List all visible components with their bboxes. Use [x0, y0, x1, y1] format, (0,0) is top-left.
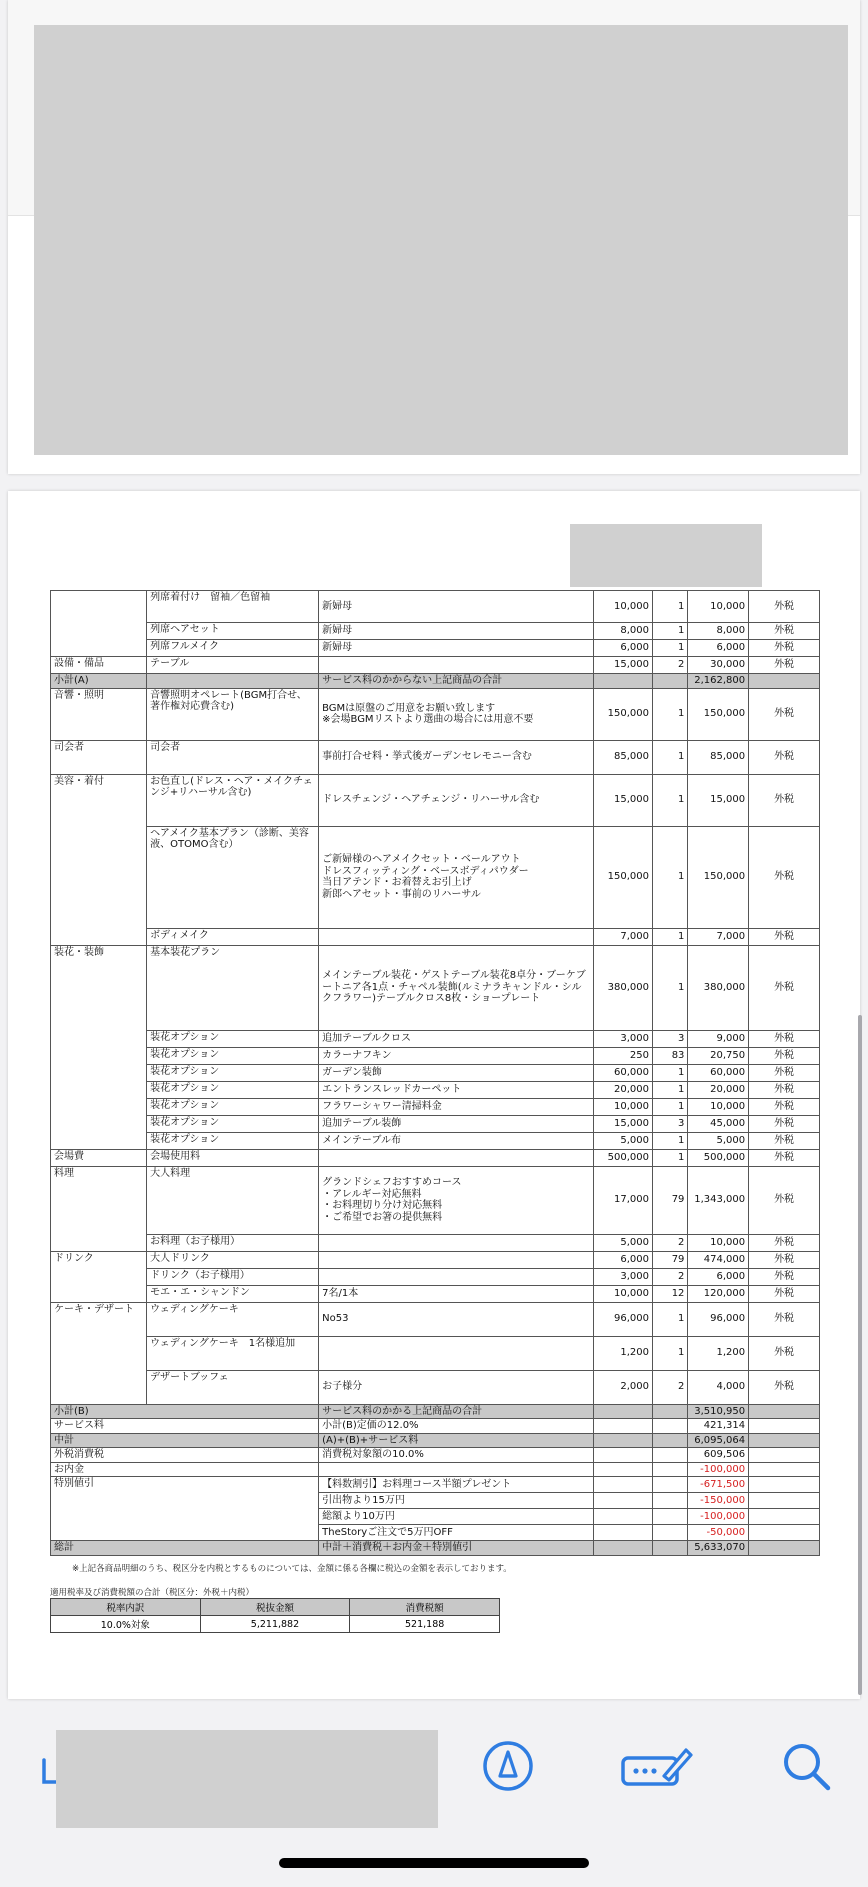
summary-label-cell: 小計(B) — [51, 1404, 319, 1419]
amount-cell: 9,000 — [688, 1030, 749, 1047]
summary-label-cell: 外税消費税 — [51, 1448, 319, 1463]
table-row — [51, 1166, 820, 1234]
quantity-cell: 1 — [653, 640, 688, 657]
amount-cell: 6,000 — [688, 1268, 749, 1285]
unit-price-cell: 8,000 — [594, 623, 653, 640]
amount-cell: 10,000 — [688, 1234, 749, 1251]
quantity-cell: 1 — [653, 945, 688, 1030]
amount-cell: 8,000 — [688, 623, 749, 640]
summary-amount-cell: -150,000 — [688, 1493, 749, 1509]
summary-amount-cell: 421,314 — [688, 1419, 749, 1434]
table-row — [51, 640, 820, 657]
table-row — [51, 1149, 820, 1166]
tax-type-cell: 外税 — [749, 1234, 820, 1251]
summary-row — [51, 1477, 820, 1493]
empty-cell — [749, 1541, 820, 1556]
summary-amount-cell: 5,633,070 — [688, 1541, 749, 1556]
category-cell: ドリンク — [51, 1251, 147, 1302]
empty-cell — [594, 1404, 653, 1419]
item-cell: 装花オプション — [147, 1115, 319, 1132]
category-cell: 会場費 — [51, 1149, 147, 1166]
tax-type-cell: 外税 — [749, 740, 820, 774]
unit-price-cell: 17,000 — [594, 1166, 653, 1234]
unit-price-cell: 7,000 — [594, 928, 653, 945]
description-cell: ガーデン装飾 — [319, 1064, 594, 1081]
quantity-cell: 1 — [653, 1081, 688, 1098]
empty-cell — [594, 1462, 653, 1477]
category-cell — [51, 591, 147, 657]
item-cell: お色直し(ドレス・ヘア・メイクチェンジ+リハーサル含む) — [147, 774, 319, 826]
unit-price-cell: 5,000 — [594, 1234, 653, 1251]
tax-header: 税率内訳 — [51, 1599, 201, 1616]
description-cell: カラーナフキン — [319, 1047, 594, 1064]
invoice-table — [50, 590, 820, 1556]
description-cell: ドレスチェンジ・ヘアチェンジ・リハーサル含む — [319, 774, 594, 826]
amount-cell: 380,000 — [688, 945, 749, 1030]
item-cell: テーブル — [147, 657, 319, 674]
empty-cell — [653, 1477, 688, 1493]
tax-type-cell: 外税 — [749, 1370, 820, 1404]
description-cell: グランドシェフおすすめコース ・アレルギー対応無料 ・お料理切り分け対応無料 ・ご希望でお箸の提供無料 — [319, 1166, 594, 1234]
empty-cell — [653, 1525, 688, 1541]
amount-cell: 20,000 — [688, 1081, 749, 1098]
summary-label-cell: 中計 — [51, 1433, 319, 1448]
amount-cell: 150,000 — [688, 826, 749, 928]
empty-cell — [653, 1541, 688, 1556]
table-row — [51, 945, 820, 1030]
tax-type-cell: 外税 — [749, 945, 820, 1030]
empty-cell — [653, 1448, 688, 1463]
tax-type-cell: 外税 — [749, 688, 820, 740]
quantity-cell: 79 — [653, 1251, 688, 1268]
summary-row — [51, 1541, 820, 1556]
description-cell: 追加テーブルクロス — [319, 1030, 594, 1047]
category-cell: 設備・備品 — [51, 657, 147, 674]
summary-row — [51, 1448, 820, 1463]
quantity-cell: 83 — [653, 1047, 688, 1064]
amount-cell: 60,000 — [688, 1064, 749, 1081]
quantity-cell: 79 — [653, 1166, 688, 1234]
item-cell: ウェディングケーキ — [147, 1302, 319, 1336]
tax-type-cell: 外税 — [749, 623, 820, 640]
quantity-cell: 2 — [653, 1370, 688, 1404]
item-cell: 装花オプション — [147, 1064, 319, 1081]
description-cell: フラワーシャワー清掃料金 — [319, 1098, 594, 1115]
tax-type-cell — [749, 674, 820, 689]
summary-description-cell: TheStoryご注文で5万円OFF — [319, 1525, 594, 1541]
empty-cell — [653, 1404, 688, 1419]
tax-type-cell: 外税 — [749, 1064, 820, 1081]
unit-price-cell: 10,000 — [594, 1098, 653, 1115]
summary-amount-cell: 609,506 — [688, 1448, 749, 1463]
unit-price-cell: 250 — [594, 1047, 653, 1064]
tax-summary-table — [50, 1598, 500, 1633]
description-cell — [319, 1149, 594, 1166]
summary-description-cell: 総額より10万円 — [319, 1509, 594, 1525]
amount-cell: 474,000 — [688, 1251, 749, 1268]
quantity-cell: 1 — [653, 1098, 688, 1115]
home-indicator[interactable] — [279, 1858, 589, 1868]
item-cell: ドリンク（お子様用） — [147, 1268, 319, 1285]
empty-cell — [749, 1525, 820, 1541]
amount-cell: 150,000 — [688, 688, 749, 740]
document-page-1 — [8, 0, 860, 474]
amount-cell: 10,000 — [688, 591, 749, 623]
tax-type-cell: 外税 — [749, 1251, 820, 1268]
description-cell: メインテーブル装花・ゲストテーブル装花8卓分・ブーケブートニア各1点・チャペル装飾(ルミナラキャンドル・シルクフラワー)テーブルクロス8枚・ショープレート — [319, 945, 594, 1030]
tax-type-cell: 外税 — [749, 1030, 820, 1047]
empty-cell — [749, 1448, 820, 1463]
table-row — [51, 1098, 820, 1115]
empty-cell — [594, 1419, 653, 1434]
tax-type-cell: 外税 — [749, 1302, 820, 1336]
tax-type-cell: 外税 — [749, 1132, 820, 1149]
unit-price-cell — [594, 674, 653, 689]
description-cell: 7名/1本 — [319, 1285, 594, 1302]
table-row — [51, 826, 820, 928]
tax-cell: 5,211,882 — [200, 1616, 350, 1633]
amount-cell: 4,000 — [688, 1370, 749, 1404]
empty-cell — [594, 1477, 653, 1493]
item-cell: ウェディングケーキ 1名様追加 — [147, 1336, 319, 1370]
table-row — [51, 591, 820, 623]
summary-label-cell: 特別値引 — [51, 1477, 319, 1541]
summary-description-cell — [319, 1462, 594, 1477]
item-cell: 装花オプション — [147, 1081, 319, 1098]
summary-label-cell: 総計 — [51, 1541, 319, 1556]
quantity-cell: 1 — [653, 1336, 688, 1370]
tax-type-cell: 外税 — [749, 928, 820, 945]
amount-cell: 6,000 — [688, 640, 749, 657]
tax-type-cell: 外税 — [749, 657, 820, 674]
tax-type-cell: 外税 — [749, 826, 820, 928]
unit-price-cell: 3,000 — [594, 1030, 653, 1047]
item-cell: ボディメイク — [147, 928, 319, 945]
item-cell: ヘアメイク基本プラン（診断、美容液、OTOMO含む） — [147, 826, 319, 928]
empty-cell — [749, 1477, 820, 1493]
description-cell — [319, 1268, 594, 1285]
item-cell: モエ・エ・シャンドン — [147, 1285, 319, 1302]
table-row — [51, 1030, 820, 1047]
category-cell: 司会者 — [51, 740, 147, 774]
table-row — [51, 774, 820, 826]
tax-type-cell: 外税 — [749, 1336, 820, 1370]
summary-row — [51, 1462, 820, 1477]
amount-cell: 45,000 — [688, 1115, 749, 1132]
amount-cell: 7,000 — [688, 928, 749, 945]
tax-type-cell: 外税 — [749, 774, 820, 826]
unit-price-cell: 6,000 — [594, 640, 653, 657]
unit-price-cell: 6,000 — [594, 1251, 653, 1268]
summary-row — [51, 1404, 820, 1419]
unit-price-cell: 60,000 — [594, 1064, 653, 1081]
category-cell: 美容・着付 — [51, 774, 147, 945]
quantity-cell: 1 — [653, 826, 688, 928]
empty-cell — [653, 1462, 688, 1477]
summary-description-cell: (A)+(B)+サービス料 — [319, 1433, 594, 1448]
tax-cell: 10.0%対象 — [51, 1616, 201, 1633]
unit-price-cell: 20,000 — [594, 1081, 653, 1098]
amount-cell: 10,000 — [688, 1098, 749, 1115]
description-cell: ご新婦様のヘアメイクセット・ベールアウト ドレスフィッティング・ベースボディパウダー 当日アテンド・お着替えお引上げ 新郎ヘアセット・事前のリハーサル — [319, 826, 594, 928]
table-row — [51, 1132, 820, 1149]
tax-note: ※上記各商品明細のうち、税区分を内税とするものについては、金額に係る各欄に税込の金額を表示しております。 — [72, 1564, 512, 1574]
tax-type-cell: 外税 — [749, 1081, 820, 1098]
table-row — [51, 928, 820, 945]
description-cell: No53 — [319, 1302, 594, 1336]
amount-cell: 15,000 — [688, 774, 749, 826]
tax-header: 消費税額 — [350, 1599, 500, 1616]
item-cell: 基本装花プラン — [147, 945, 319, 1030]
empty-cell — [749, 1462, 820, 1477]
table-row — [51, 1047, 820, 1064]
unit-price-cell: 5,000 — [594, 1132, 653, 1149]
unit-price-cell: 1,200 — [594, 1336, 653, 1370]
search-icon[interactable] — [778, 1738, 834, 1794]
unit-price-cell: 2,000 — [594, 1370, 653, 1404]
tax-header: 税抜金額 — [200, 1599, 350, 1616]
item-cell: デザートブッフェ — [147, 1370, 319, 1404]
unit-price-cell: 85,000 — [594, 740, 653, 774]
description-cell: サービス料のかからない上記商品の合計 — [319, 674, 594, 689]
description-cell: お子様分 — [319, 1370, 594, 1404]
summary-label-cell: お内金 — [51, 1462, 319, 1477]
table-row — [51, 1302, 820, 1336]
quantity-cell — [653, 674, 688, 689]
empty-cell — [594, 1448, 653, 1463]
amount-cell: 2,162,800 — [688, 674, 749, 689]
table-row — [51, 1081, 820, 1098]
unit-price-cell: 10,000 — [594, 1285, 653, 1302]
unit-price-cell: 150,000 — [594, 688, 653, 740]
empty-cell — [594, 1433, 653, 1448]
tax-type-cell: 外税 — [749, 1098, 820, 1115]
empty-cell — [749, 1493, 820, 1509]
item-cell: 列席ヘアセット — [147, 623, 319, 640]
table-row — [51, 1115, 820, 1132]
redacted-area — [56, 1730, 438, 1828]
category-cell: 小計(A) — [51, 674, 147, 689]
table-row — [51, 740, 820, 774]
description-cell — [319, 1251, 594, 1268]
summary-row — [51, 1419, 820, 1434]
table-row — [51, 1285, 820, 1302]
item-cell: 会場使用料 — [147, 1149, 319, 1166]
category-cell: 音響・照明 — [51, 688, 147, 740]
amount-cell: 85,000 — [688, 740, 749, 774]
summary-amount-cell: -100,000 — [688, 1462, 749, 1477]
empty-cell — [653, 1509, 688, 1525]
quantity-cell: 1 — [653, 1064, 688, 1081]
quantity-cell: 1 — [653, 928, 688, 945]
category-cell: 装花・装飾 — [51, 945, 147, 1149]
tax-type-cell: 外税 — [749, 1285, 820, 1302]
description-cell — [319, 928, 594, 945]
summary-amount-cell: 3,510,950 — [688, 1404, 749, 1419]
summary-row — [51, 1433, 820, 1448]
quantity-cell: 1 — [653, 591, 688, 623]
item-cell: お料理（お子様用） — [147, 1234, 319, 1251]
unit-price-cell: 3,000 — [594, 1268, 653, 1285]
table-row — [51, 623, 820, 640]
quantity-cell: 1 — [653, 1149, 688, 1166]
table-row — [51, 1234, 820, 1251]
quantity-cell: 3 — [653, 1030, 688, 1047]
subtotal-row — [51, 674, 820, 689]
unit-price-cell: 15,000 — [594, 774, 653, 826]
summary-description-cell: サービス料のかかる上記商品の合計 — [319, 1404, 594, 1419]
summary-description-cell: 【料数割引】お料理コース半額プレゼント — [319, 1477, 594, 1493]
summary-description-cell: 中計＋消費税＋お内金＋特別値引 — [319, 1541, 594, 1556]
empty-cell — [594, 1509, 653, 1525]
item-cell: 司会者 — [147, 740, 319, 774]
empty-cell — [653, 1433, 688, 1448]
summary-amount-cell: 6,095,064 — [688, 1433, 749, 1448]
unit-price-cell: 10,000 — [594, 591, 653, 623]
tax-type-cell: 外税 — [749, 1149, 820, 1166]
amount-cell: 96,000 — [688, 1302, 749, 1336]
item-cell: 装花オプション — [147, 1030, 319, 1047]
item-cell: 大人ドリンク — [147, 1251, 319, 1268]
item-cell: 音響照明オペレート(BGM打合せ、著作権対応費含む) — [147, 688, 319, 740]
empty-cell — [653, 1493, 688, 1509]
item-cell: 装花オプション — [147, 1047, 319, 1064]
tax-type-cell: 外税 — [749, 1047, 820, 1064]
table-row — [51, 1251, 820, 1268]
quantity-cell: 2 — [653, 657, 688, 674]
quantity-cell: 1 — [653, 774, 688, 826]
summary-amount-cell: -50,000 — [688, 1525, 749, 1541]
quantity-cell: 1 — [653, 1132, 688, 1149]
empty-cell — [594, 1541, 653, 1556]
unit-price-cell: 15,000 — [594, 1115, 653, 1132]
description-cell — [319, 657, 594, 674]
scrollbar-thumb[interactable] — [858, 1015, 862, 1695]
quantity-cell: 1 — [653, 623, 688, 640]
table-row — [51, 657, 820, 674]
quantity-cell: 2 — [653, 1234, 688, 1251]
quantity-cell: 12 — [653, 1285, 688, 1302]
quantity-cell: 2 — [653, 1268, 688, 1285]
tax-type-cell: 外税 — [749, 640, 820, 657]
redacted-area — [570, 524, 762, 587]
description-cell: エントランスレッドカーペット — [319, 1081, 594, 1098]
empty-cell — [594, 1525, 653, 1541]
tax-type-cell: 外税 — [749, 1268, 820, 1285]
description-cell: 新婦母 — [319, 640, 594, 657]
description-cell: メインテーブル布 — [319, 1132, 594, 1149]
category-cell: ケーキ・デザート — [51, 1302, 147, 1404]
item-cell — [147, 674, 319, 689]
table-row — [51, 1370, 820, 1404]
tax-type-cell: 外税 — [749, 1115, 820, 1132]
item-cell: 装花オプション — [147, 1098, 319, 1115]
empty-cell — [749, 1419, 820, 1434]
unit-price-cell: 96,000 — [594, 1302, 653, 1336]
quantity-cell: 1 — [653, 688, 688, 740]
amount-cell: 5,000 — [688, 1132, 749, 1149]
table-row — [51, 1268, 820, 1285]
amount-cell: 120,000 — [688, 1285, 749, 1302]
tax-cell: 521,188 — [350, 1616, 500, 1633]
empty-cell — [749, 1509, 820, 1525]
amount-cell: 20,750 — [688, 1047, 749, 1064]
summary-description-cell: 引出物より15万円 — [319, 1493, 594, 1509]
item-cell: 列席フルメイク — [147, 640, 319, 657]
quantity-cell: 1 — [653, 1302, 688, 1336]
summary-description-cell: 小計(B)定価の12.0% — [319, 1419, 594, 1434]
document-page-2 — [8, 491, 860, 1699]
quantity-cell: 1 — [653, 740, 688, 774]
tax-table-label: 適用税率及び消費税額の合計（税区分：外税＋内税） — [50, 1588, 255, 1598]
description-cell — [319, 1336, 594, 1370]
unit-price-cell: 15,000 — [594, 657, 653, 674]
summary-amount-cell: -671,500 — [688, 1477, 749, 1493]
unit-price-cell: 380,000 — [594, 945, 653, 1030]
redacted-area — [34, 25, 848, 455]
amount-cell: 1,343,000 — [688, 1166, 749, 1234]
amount-cell: 30,000 — [688, 657, 749, 674]
empty-cell — [653, 1419, 688, 1434]
amount-cell: 500,000 — [688, 1149, 749, 1166]
description-cell: 事前打合せ料・挙式後ガーデンセレモニー含む — [319, 740, 594, 774]
description-cell: 追加テーブル装飾 — [319, 1115, 594, 1132]
item-cell: 装花オプション — [147, 1132, 319, 1149]
summary-description-cell: 消費税対象額の10.0% — [319, 1448, 594, 1463]
description-cell: 新婦母 — [319, 591, 594, 623]
table-row — [51, 688, 820, 740]
description-cell: BGMは原盤のご用意をお願い致します ※会場BGMリストより選曲の場合には用意不要 — [319, 688, 594, 740]
table-row — [51, 1064, 820, 1081]
quantity-cell: 3 — [653, 1115, 688, 1132]
unit-price-cell: 500,000 — [594, 1149, 653, 1166]
unit-price-cell: 150,000 — [594, 826, 653, 928]
empty-cell — [594, 1493, 653, 1509]
empty-cell — [749, 1433, 820, 1448]
amount-cell: 1,200 — [688, 1336, 749, 1370]
summary-amount-cell: -100,000 — [688, 1509, 749, 1525]
description-cell: 新婦母 — [319, 623, 594, 640]
summary-label-cell: サービス料 — [51, 1419, 319, 1434]
tax-type-cell: 外税 — [749, 1166, 820, 1234]
item-cell: 列席着付け 留袖／色留袖 — [147, 591, 319, 623]
signature-icon[interactable] — [620, 1738, 694, 1794]
empty-cell — [749, 1404, 820, 1419]
markup-pen-icon[interactable] — [480, 1738, 536, 1794]
tax-type-cell: 外税 — [749, 591, 820, 623]
table-row — [51, 1336, 820, 1370]
item-cell: 大人料理 — [147, 1166, 319, 1234]
category-cell: 料理 — [51, 1166, 147, 1251]
description-cell — [319, 1234, 594, 1251]
